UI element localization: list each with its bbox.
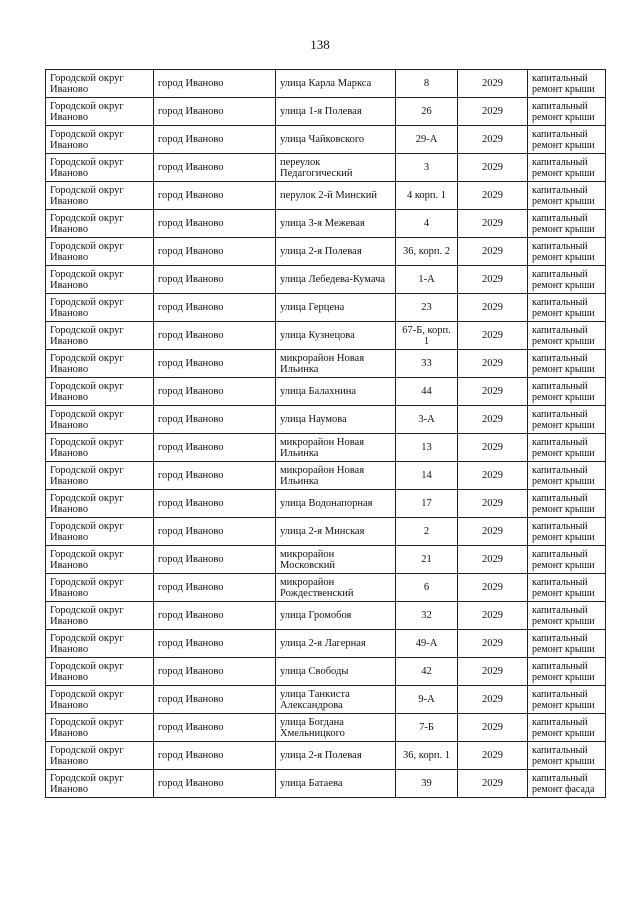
table-row xyxy=(46,98,606,126)
table-row xyxy=(46,602,606,630)
cell-municipality: Городской округ Иваново xyxy=(46,98,154,126)
cell-work-type: капитальный ремонт крыши xyxy=(528,350,606,378)
cell-year: 2029 xyxy=(458,630,528,658)
cell-house-number: 21 xyxy=(396,546,458,574)
table-row xyxy=(46,70,606,98)
table-row xyxy=(46,518,606,546)
cell-street: улица Чайковского xyxy=(276,126,396,154)
table-row xyxy=(46,182,606,210)
cell-year: 2029 xyxy=(458,70,528,98)
cell-settlement: город Иваново xyxy=(154,770,276,798)
cell-municipality: Городской округ Иваново xyxy=(46,686,154,714)
table-row xyxy=(46,686,606,714)
cell-municipality: Городской округ Иваново xyxy=(46,434,154,462)
cell-work-type: капитальный ремонт крыши xyxy=(528,434,606,462)
cell-municipality: Городской округ Иваново xyxy=(46,658,154,686)
cell-work-type: капитальный ремонт фасада xyxy=(528,770,606,798)
cell-year: 2029 xyxy=(458,714,528,742)
cell-municipality: Городской округ Иваново xyxy=(46,770,154,798)
cell-settlement: город Иваново xyxy=(154,378,276,406)
cell-work-type: капитальный ремонт крыши xyxy=(528,546,606,574)
cell-work-type: капитальный ремонт крыши xyxy=(528,238,606,266)
cell-settlement: город Иваново xyxy=(154,742,276,770)
table-row xyxy=(46,434,606,462)
table-row xyxy=(46,322,606,350)
cell-settlement: город Иваново xyxy=(154,322,276,350)
cell-house-number: 32 xyxy=(396,602,458,630)
cell-settlement: город Иваново xyxy=(154,686,276,714)
cell-year: 2029 xyxy=(458,518,528,546)
table-row xyxy=(46,770,606,798)
cell-house-number: 4 корп. 1 xyxy=(396,182,458,210)
cell-year: 2029 xyxy=(458,546,528,574)
cell-settlement: город Иваново xyxy=(154,462,276,490)
cell-house-number: 1-А xyxy=(396,266,458,294)
cell-year: 2029 xyxy=(458,182,528,210)
cell-work-type: капитальный ремонт крыши xyxy=(528,266,606,294)
table-row xyxy=(46,238,606,266)
cell-work-type: капитальный ремонт крыши xyxy=(528,294,606,322)
cell-settlement: город Иваново xyxy=(154,574,276,602)
cell-settlement: город Иваново xyxy=(154,518,276,546)
cell-year: 2029 xyxy=(458,686,528,714)
table-row xyxy=(46,154,606,182)
cell-municipality: Городской округ Иваново xyxy=(46,462,154,490)
cell-settlement: город Иваново xyxy=(154,630,276,658)
cell-house-number: 8 xyxy=(396,70,458,98)
page-number: 138 xyxy=(310,37,330,52)
cell-year: 2029 xyxy=(458,742,528,770)
cell-settlement: город Иваново xyxy=(154,98,276,126)
table-row xyxy=(46,490,606,518)
cell-municipality: Городской округ Иваново xyxy=(46,602,154,630)
cell-work-type: капитальный ремонт крыши xyxy=(528,742,606,770)
cell-settlement: город Иваново xyxy=(154,126,276,154)
cell-year: 2029 xyxy=(458,322,528,350)
cell-house-number: 36, корп. 1 xyxy=(396,742,458,770)
cell-street: улица 2-я Полевая xyxy=(276,742,396,770)
cell-work-type: капитальный ремонт крыши xyxy=(528,462,606,490)
cell-municipality: Городской округ Иваново xyxy=(46,350,154,378)
table-row xyxy=(46,266,606,294)
cell-municipality: Городской округ Иваново xyxy=(46,210,154,238)
cell-house-number: 49-А xyxy=(396,630,458,658)
cell-street: микрорайон Московский xyxy=(276,546,396,574)
table-row xyxy=(46,350,606,378)
cell-house-number: 23 xyxy=(396,294,458,322)
cell-year: 2029 xyxy=(458,266,528,294)
cell-street: микрорайон Новая Ильинка xyxy=(276,462,396,490)
table-row xyxy=(46,546,606,574)
table-row xyxy=(46,658,606,686)
cell-municipality: Городской округ Иваново xyxy=(46,574,154,602)
cell-street: улица Кузнецова xyxy=(276,322,396,350)
cell-street: микрорайон Новая Ильинка xyxy=(276,434,396,462)
cell-street: улица Батаева xyxy=(276,770,396,798)
cell-settlement: город Иваново xyxy=(154,602,276,630)
table-row xyxy=(46,210,606,238)
cell-settlement: город Иваново xyxy=(154,406,276,434)
table-row xyxy=(46,742,606,770)
cell-work-type: капитальный ремонт крыши xyxy=(528,602,606,630)
cell-house-number: 2 xyxy=(396,518,458,546)
cell-street: улица Танкиста Александрова xyxy=(276,686,396,714)
cell-street: улица 1-я Полевая xyxy=(276,98,396,126)
cell-municipality: Городской округ Иваново xyxy=(46,518,154,546)
cell-settlement: город Иваново xyxy=(154,154,276,182)
table-row xyxy=(46,378,606,406)
cell-work-type: капитальный ремонт крыши xyxy=(528,210,606,238)
cell-street: улица 2-я Полевая xyxy=(276,238,396,266)
cell-street: улица Богдана Хмельницкого xyxy=(276,714,396,742)
cell-street: улица Свободы xyxy=(276,658,396,686)
cell-street: улица Водонапорная xyxy=(276,490,396,518)
cell-municipality: Городской округ Иваново xyxy=(46,490,154,518)
cell-street: перулок 2-й Минский xyxy=(276,182,396,210)
cell-municipality: Городской округ Иваново xyxy=(46,126,154,154)
cell-house-number: 4 xyxy=(396,210,458,238)
cell-house-number: 17 xyxy=(396,490,458,518)
cell-house-number: 7-Б xyxy=(396,714,458,742)
cell-municipality: Городской округ Иваново xyxy=(46,154,154,182)
cell-year: 2029 xyxy=(458,574,528,602)
cell-year: 2029 xyxy=(458,238,528,266)
cell-work-type: капитальный ремонт крыши xyxy=(528,378,606,406)
cell-settlement: город Иваново xyxy=(154,658,276,686)
cell-house-number: 67-Б, корп. 1 xyxy=(396,322,458,350)
cell-year: 2029 xyxy=(458,490,528,518)
cell-year: 2029 xyxy=(458,126,528,154)
cell-house-number: 9-А xyxy=(396,686,458,714)
cell-work-type: капитальный ремонт крыши xyxy=(528,714,606,742)
cell-settlement: город Иваново xyxy=(154,546,276,574)
cell-street: улица Балахнина xyxy=(276,378,396,406)
cell-settlement: город Иваново xyxy=(154,182,276,210)
cell-house-number: 29-А xyxy=(396,126,458,154)
cell-municipality: Городской округ Иваново xyxy=(46,322,154,350)
cell-street: микрорайон Рождественский xyxy=(276,574,396,602)
cell-settlement: город Иваново xyxy=(154,238,276,266)
cell-house-number: 39 xyxy=(396,770,458,798)
table-row xyxy=(46,406,606,434)
cell-settlement: город Иваново xyxy=(154,294,276,322)
cell-work-type: капитальный ремонт крыши xyxy=(528,658,606,686)
table-row xyxy=(46,462,606,490)
cell-work-type: капитальный ремонт крыши xyxy=(528,98,606,126)
cell-house-number: 26 xyxy=(396,98,458,126)
cell-street: переулок Педагогический xyxy=(276,154,396,182)
cell-year: 2029 xyxy=(458,406,528,434)
cell-work-type: капитальный ремонт крыши xyxy=(528,126,606,154)
cell-work-type: капитальный ремонт крыши xyxy=(528,686,606,714)
cell-year: 2029 xyxy=(458,210,528,238)
table-row xyxy=(46,630,606,658)
cell-street: улица Герцена xyxy=(276,294,396,322)
cell-street: улица Наумова xyxy=(276,406,396,434)
cell-settlement: город Иваново xyxy=(154,490,276,518)
cell-municipality: Городской округ Иваново xyxy=(46,742,154,770)
cell-municipality: Городской округ Иваново xyxy=(46,266,154,294)
cell-house-number: 36, корп. 2 xyxy=(396,238,458,266)
table-row xyxy=(46,574,606,602)
cell-work-type: капитальный ремонт крыши xyxy=(528,154,606,182)
cell-year: 2029 xyxy=(458,154,528,182)
cell-street: микрорайон Новая Ильинка xyxy=(276,350,396,378)
cell-settlement: город Иваново xyxy=(154,210,276,238)
cell-work-type: капитальный ремонт крыши xyxy=(528,630,606,658)
cell-street: улица Громобоя xyxy=(276,602,396,630)
cell-work-type: капитальный ремонт крыши xyxy=(528,322,606,350)
cell-house-number: 6 xyxy=(396,574,458,602)
cell-municipality: Городской округ Иваново xyxy=(46,378,154,406)
cell-street: улица Карла Маркса xyxy=(276,70,396,98)
cell-work-type: капитальный ремонт крыши xyxy=(528,406,606,434)
cell-house-number: 3-А xyxy=(396,406,458,434)
cell-municipality: Городской округ Иваново xyxy=(46,182,154,210)
cell-house-number: 13 xyxy=(396,434,458,462)
cell-year: 2029 xyxy=(458,770,528,798)
cell-settlement: город Иваново xyxy=(154,70,276,98)
cell-house-number: 44 xyxy=(396,378,458,406)
table-row xyxy=(46,714,606,742)
cell-year: 2029 xyxy=(458,462,528,490)
cell-year: 2029 xyxy=(458,98,528,126)
repair-schedule-table xyxy=(45,69,606,798)
cell-municipality: Городской округ Иваново xyxy=(46,630,154,658)
cell-municipality: Городской округ Иваново xyxy=(46,238,154,266)
cell-settlement: город Иваново xyxy=(154,434,276,462)
cell-work-type: капитальный ремонт крыши xyxy=(528,490,606,518)
cell-street: улица Лебедева-Кумача xyxy=(276,266,396,294)
cell-settlement: город Иваново xyxy=(154,266,276,294)
cell-year: 2029 xyxy=(458,294,528,322)
cell-house-number: 14 xyxy=(396,462,458,490)
cell-year: 2029 xyxy=(458,378,528,406)
cell-street: улица 2-я Минская xyxy=(276,518,396,546)
cell-year: 2029 xyxy=(458,434,528,462)
table-row xyxy=(46,126,606,154)
cell-year: 2029 xyxy=(458,602,528,630)
cell-house-number: 42 xyxy=(396,658,458,686)
cell-work-type: капитальный ремонт крыши xyxy=(528,574,606,602)
cell-street: улица 2-я Лагерная xyxy=(276,630,396,658)
cell-settlement: город Иваново xyxy=(154,350,276,378)
cell-municipality: Городской округ Иваново xyxy=(46,70,154,98)
table-row xyxy=(46,294,606,322)
cell-work-type: капитальный ремонт крыши xyxy=(528,182,606,210)
cell-street: улица 3-я Межевая xyxy=(276,210,396,238)
cell-municipality: Городской округ Иваново xyxy=(46,714,154,742)
cell-settlement: город Иваново xyxy=(154,714,276,742)
cell-work-type: капитальный ремонт крыши xyxy=(528,70,606,98)
cell-year: 2029 xyxy=(458,658,528,686)
cell-house-number: 33 xyxy=(396,350,458,378)
cell-municipality: Городской округ Иваново xyxy=(46,406,154,434)
table-body xyxy=(46,70,606,798)
cell-work-type: капитальный ремонт крыши xyxy=(528,518,606,546)
cell-municipality: Городской округ Иваново xyxy=(46,546,154,574)
cell-house-number: 3 xyxy=(396,154,458,182)
cell-municipality: Городской округ Иваново xyxy=(46,294,154,322)
cell-year: 2029 xyxy=(458,350,528,378)
